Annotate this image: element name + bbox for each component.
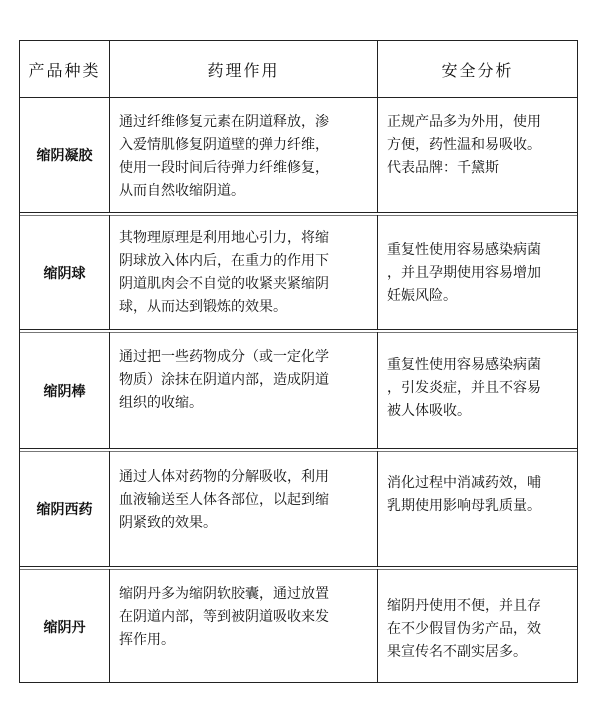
row-5-effect: 缩阴丹多为缩阴软胶囊，通过放置 在阴道内部，等到被阴道吸收来发 挥作用。 bbox=[119, 586, 329, 648]
row-4-effect: 通过人体对药物的分解吸收，利用 血液输送至人体各部位，以起到缩 阴紧致的效果。 bbox=[119, 469, 329, 531]
header-pharmacology: 药理作用 bbox=[207, 60, 280, 80]
comparison-table bbox=[19, 40, 578, 683]
row-2-product: 缩阴球 bbox=[43, 265, 86, 282]
row-3-safety: 重复性使用容易感染病菌 ，引发炎症，并且不容易 被人体吸收。 bbox=[387, 357, 541, 419]
row-3-product: 缩阴棒 bbox=[43, 383, 86, 400]
row-divider bbox=[20, 566, 577, 567]
header-safety: 安全分析 bbox=[441, 60, 514, 80]
row-divider bbox=[20, 212, 577, 213]
row-1-safety: 正规产品多为外用，使用 方便，药性温和易吸收。 代表品牌：千黛斯 bbox=[387, 114, 541, 176]
row-1-effect: 通过纤维修复元素在阴道释放，渗 入爱情肌修复阴道壁的弹力纤维， 使用一段时间后待弹力纤维修复， 从而自然收缩阴道。 bbox=[119, 114, 329, 199]
row-1-product: 缩阴凝胶 bbox=[36, 148, 93, 164]
row-divider bbox=[20, 329, 577, 330]
row-divider bbox=[20, 448, 577, 449]
row-4-safety: 消化过程中消减药效，哺 乳期使用影响母乳质量。 bbox=[387, 475, 541, 514]
row-2-safety: 重复性使用容易感染病菌 ，并且孕期使用容易增加 妊娠风险。 bbox=[387, 242, 541, 304]
row-2-effect: 其物理原理是利用地心引力，将缩 阴球放入体内后，在重力的作用下 阴道肌肉会不自觉的收紧夹紧缩阴 球，从而达到锻炼的效果。 bbox=[119, 230, 329, 315]
row-4-product: 缩阴西药 bbox=[36, 502, 93, 518]
row-5-safety: 缩阴丹使用不便，并且存 在不少假冒伪劣产品，效 果宣传名不副实居多。 bbox=[387, 598, 541, 660]
row-3-effect: 通过把一些药物成分（或一定化学 物质）涂抹在阴道内部，造成阴道 组织的收缩。 bbox=[119, 349, 329, 411]
header-product-type: 产品种类 bbox=[28, 60, 101, 80]
row-5-product: 缩阴丹 bbox=[43, 619, 86, 636]
